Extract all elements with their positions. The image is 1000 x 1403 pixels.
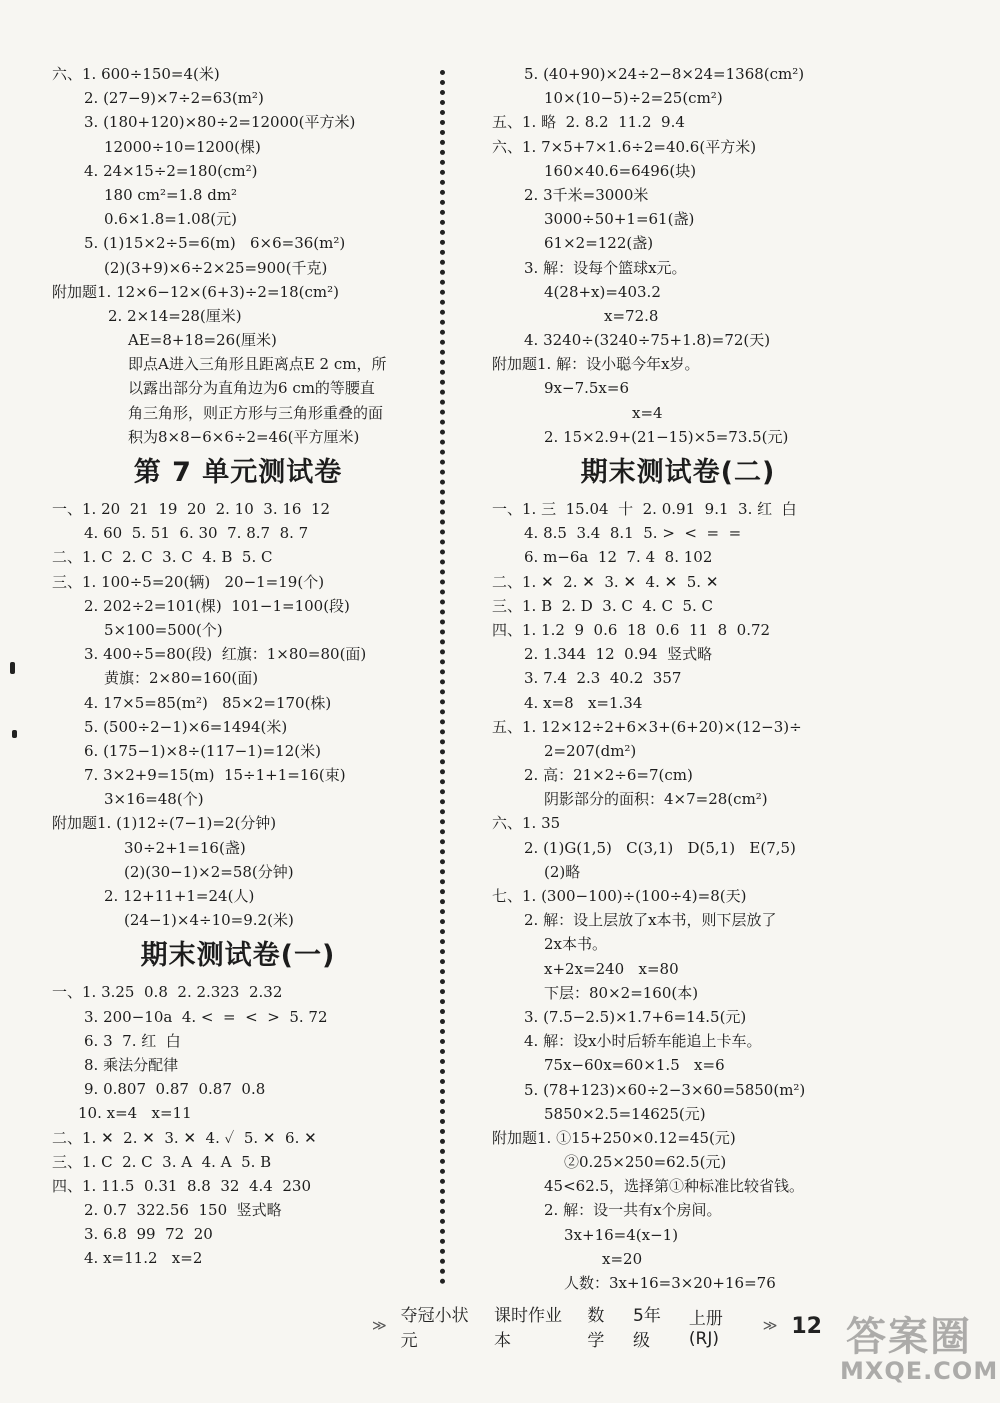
answer-line: 附加题1. ①15+250×0.12=45(元) <box>492 1128 736 1147</box>
answer-line: 4. 解：设x小时后轿车能追上卡车。 <box>524 1032 762 1051</box>
answer-line: 3. 解：设每个篮球x元。 <box>524 258 687 277</box>
answer-line: 4. x=8 x=1.34 <box>524 693 643 712</box>
answer-line: 5×100=500(个) <box>104 620 223 639</box>
answer-line: 160×40.6=6496(块) <box>544 161 697 180</box>
answer-line: 二、1. ✕ 2. ✕ 3. ✕ 4. ✓ 5. ✕ 6. ✕ <box>52 1128 317 1147</box>
answer-line: 角三角形，则正方形与三角形重叠的面 <box>128 403 384 422</box>
answer-line: 2x本书。 <box>544 935 608 954</box>
answer-line: 7. 3×2+9=15(m) 15÷1+1=16(束) <box>84 766 346 785</box>
answer-line: 附加题1. (1)12÷(7−1)=2(分钟) <box>52 814 277 833</box>
answer-line: 5. (500÷2−1)×6=1494(米) <box>84 717 288 736</box>
answer-line: 4. 24×15÷2=180(cm²) <box>84 161 258 180</box>
answer-line: x=4 <box>632 403 663 422</box>
right-answer-column <box>492 62 864 1295</box>
answer-line: 附加题1. 12×6−12×(6+3)÷2=18(cm²) <box>52 282 339 301</box>
page-footer <box>372 1306 822 1351</box>
answer-line: 黄旗：2×80=160(面) <box>104 669 259 688</box>
answer-line: 三、1. C 2. C 3. A 4. A 5. B <box>52 1152 272 1171</box>
answer-line: 人数：3x+16=3×20+16=76 <box>564 1274 776 1292</box>
answer-line: 2. 3千米=3000米 <box>524 185 649 204</box>
watermark-logo: 答案圈 <box>846 1314 972 1360</box>
answer-line: 12000÷10=1200(棵) <box>104 137 261 156</box>
answer-line: (24−1)×4÷10=9.2(米) <box>124 911 294 930</box>
answer-line: 4. 8.5 3.4 8.1 5. > < = = <box>524 524 742 543</box>
answer-line: 6. 3 7. 红 白 <box>84 1031 181 1050</box>
answer-line: 以露出部分为直角边为6 cm的等腰直 <box>128 379 375 398</box>
answer-line: x=20 <box>602 1249 643 1268</box>
answer-line: x=72.8 <box>604 306 659 325</box>
answer-line: 5. (40+90)×24÷2−8×24=1368(cm²) <box>524 65 805 83</box>
answer-line: 10×(10−5)÷2=25(cm²) <box>544 89 723 108</box>
answer-line: 二、1. C 2. C 3. C 4. B 5. C <box>52 548 273 567</box>
answer-line: 2. 高：21×2÷6=7(cm) <box>524 766 693 785</box>
answer-line: 4. 3240÷(3240÷75+1.8)=72(天) <box>524 331 771 350</box>
answer-line: 9. 0.807 0.87 0.87 0.8 <box>84 1080 266 1099</box>
answer-line: AE=8+18=26(厘米) <box>128 331 277 350</box>
answer-line: 五、1. 12×12÷2+6×3+(6+20)×(12−3)÷ <box>492 717 802 736</box>
answer-line: 61×2=122(盏) <box>544 234 654 253</box>
answer-line: 下层：80×2=160(本) <box>544 983 699 1002</box>
answer-line: 2=207(dm²) <box>544 741 637 760</box>
answer-line: 3. 200−10a 4. < = < > 5. 72 <box>84 1007 328 1026</box>
answer-line: 0.6×1.8=1.08(元) <box>104 210 237 229</box>
answer-line: 3000÷50+1=61(盏) <box>544 210 695 229</box>
answer-line: 三、1. B 2. D 3. C 4. C 5. C <box>492 596 714 615</box>
answer-line: 阴影部分的面积：4×7=28(cm²) <box>544 790 768 809</box>
answer-line: 5. (78+123)×60÷2−3×60=5850(m²) <box>524 1080 806 1099</box>
answer-line: 即点A进入三角形且距离点E 2 cm，所 <box>128 355 387 374</box>
answer-line: 六、1. 7×5+7×1.6÷2=40.6(平方米) <box>492 137 757 156</box>
margin-mark <box>12 730 17 738</box>
answer-line: (2)(3+9)×6÷2×25=900(千克) <box>104 258 328 277</box>
answer-line: 一、1. 三 15.04 十 2. 0.91 9.1 3. 红 白 <box>492 500 797 518</box>
answer-line: 180 cm²=1.8 dm² <box>104 185 238 204</box>
arrow-icon: ≫ <box>762 1318 778 1334</box>
answer-line: (2)略 <box>544 862 581 881</box>
answer-line: 2. 202÷2=101(棵) 101−1=100(段) <box>84 596 350 615</box>
answer-line: 8. 乘法分配律 <box>84 1055 179 1074</box>
watermark-site: MXQE.COM <box>840 1357 999 1385</box>
answer-line: 45<62.5，选择第①种标准比较省钱。 <box>544 1177 805 1196</box>
answer-line: 2. 12+11+1=24(人) <box>104 887 255 905</box>
answer-line: 3. (7.5−2.5)×1.7+6=14.5(元) <box>524 1007 747 1026</box>
answer-line: 6. m−6a 12 7. 4 8. 102 <box>524 548 713 567</box>
answer-line: 9x−7.5x=6 <box>544 379 629 398</box>
answer-line: 3. 400÷5=80(段) 红旗：1×80=80(面) <box>84 645 367 664</box>
answer-line: 一、1. 20 21 19 20 2. 10 3. 16 12 <box>52 500 331 518</box>
answer-line: 二、1. ✕ 2. ✕ 3. ✕ 4. ✕ 5. ✕ <box>492 572 719 591</box>
footer-brand: 夺冠小状元 <box>400 1306 469 1351</box>
section-title: 期末测试卷(一) <box>140 940 336 972</box>
answer-line: 4. 17×5=85(m²) 85×2=170(株) <box>84 693 332 712</box>
arrow-icon: ≫ <box>372 1318 387 1334</box>
left-answer-column <box>52 62 424 1271</box>
answer-line: x+2x=240 x=80 <box>544 959 679 978</box>
answer-line: 附加题1. 解：设小聪今年x岁。 <box>492 355 700 374</box>
answer-line: 一、1. 3.25 0.8 2. 2.323 2.32 <box>52 983 283 1002</box>
page-number: 12 <box>791 1313 822 1339</box>
answer-line: 2. (1)G(1,5) C(3,1) D(5,1) E(7,5) <box>524 838 796 857</box>
answer-line: 3x+16=4(x−1) <box>564 1225 679 1244</box>
answer-line: 七、1. (300−100)÷(100÷4)=8(天) <box>492 887 747 905</box>
footer-volume: 上册(RJ) <box>688 1308 723 1349</box>
answer-line: 五、1. 略 2. 8.2 11.2 9.4 <box>492 113 685 132</box>
answer-line: 5850×2.5=14625(元) <box>544 1104 706 1123</box>
answer-line: 5. (1)15×2÷5=6(m) 6×6=36(m²) <box>84 234 346 253</box>
answer-line: 3. (180+120)×80÷2=12000(平方米) <box>84 113 356 132</box>
answer-line: 四、1. 11.5 0.31 8.8 32 4.4 230 <box>52 1176 311 1195</box>
answer-line: 3. 6.8 99 72 20 <box>84 1225 213 1244</box>
answer-line: ②0.25×250=62.5(元) <box>564 1153 727 1172</box>
section-title: 第 7 单元测试卷 <box>133 457 343 488</box>
answer-line: 4(28+x)=403.2 <box>544 282 661 301</box>
section-title: 期末测试卷(二) <box>580 457 776 488</box>
answer-line: 3. 7.4 2.3 40.2 357 <box>524 669 682 688</box>
footer-subject: 数学 <box>587 1306 605 1351</box>
margin-mark <box>10 662 15 674</box>
answer-line: 积为8×8−6×6÷2=46(平方厘米) <box>128 427 360 446</box>
answer-line: 四、1. 1.2 9 0.6 18 0.6 11 8 0.72 <box>492 620 771 639</box>
answer-line: 2. 解：设一共有x个房间。 <box>544 1201 722 1220</box>
answer-line: 2. 15×2.9+(21−15)×5=73.5(元) <box>544 427 789 446</box>
answer-line: 2. 0.7 322.56 150 竖式略 <box>84 1201 282 1220</box>
answer-line: (2)(30−1)×2=58(分钟) <box>124 862 294 881</box>
dotted-column-divider <box>440 70 445 1285</box>
answer-line: 2. 1.344 12 0.94 竖式略 <box>524 645 713 664</box>
answer-line: 75x−60x=60×1.5 x=6 <box>544 1056 725 1075</box>
answer-line: 4. 60 5. 51 6. 30 7. 8.7 8. 7 <box>84 524 309 543</box>
footer-book: 课时作业本 <box>493 1306 562 1351</box>
answer-line: 30÷2+1=16(盏) <box>124 838 246 857</box>
answer-line: 10. x=4 x=11 <box>78 1104 192 1123</box>
answer-line: 2. 2×14=28(厘米) <box>108 306 242 325</box>
footer-grade: 5年级 <box>633 1306 661 1351</box>
answer-line: 2. 解：设上层放了x本书，则下层放了 <box>524 911 777 930</box>
answer-line: 3×16=48(个) <box>104 790 204 809</box>
answer-line: 三、1. 100÷5=20(辆) 20−1=19(个) <box>52 572 325 591</box>
answer-line: 4. x=11.2 x=2 <box>84 1249 203 1268</box>
answer-line: 6. (175−1)×8÷(117−1)=12(米) <box>84 741 322 760</box>
answer-line: 2. (27−9)×7÷2=63(m²) <box>84 89 264 108</box>
watermark <box>840 1305 999 1395</box>
answer-line: 六、1. 600÷150=4(米) <box>52 65 220 83</box>
answer-line: 六、1. 35 <box>492 814 561 833</box>
